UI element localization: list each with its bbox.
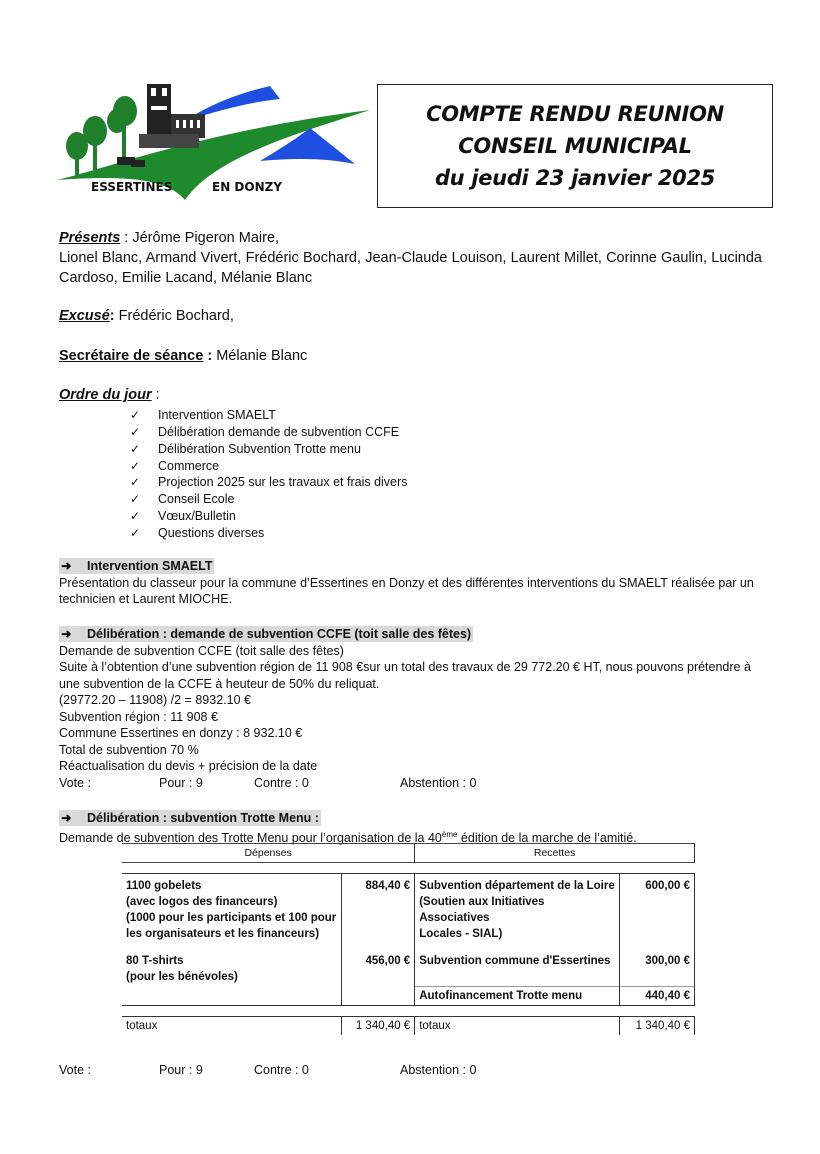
check-icon: ✓ <box>130 508 141 523</box>
depense-item <box>122 943 342 986</box>
header-recettes: Recettes <box>415 844 695 863</box>
logo-text-en-donzy: EN DONZY <box>212 180 283 194</box>
title-line-3: du jeudi 23 janvier 2025 <box>434 166 716 190</box>
header-depenses: Dépenses <box>122 844 415 863</box>
vote-pour: Pour : 9 <box>159 1063 203 1077</box>
church-icon <box>139 84 205 148</box>
depense-line: (1000 pour les participants et 100 pour <box>126 912 337 924</box>
section-heading-text: Délibération : subvention Trotte Menu : <box>87 811 319 825</box>
secretaire-label: Secrétaire de séance <box>59 348 204 364</box>
section-line: Suite à l’obtention d’une subvention région de 11 908 €sur un total des travaux de 29 772.20 € HT, nous pouvons prétendre à une subvention de la CCFE à heuteur de 50% du reliquat. <box>59 660 751 691</box>
table-header-row <box>122 844 695 863</box>
arrow-right-icon: ➜ <box>61 559 72 573</box>
section-heading-text: Délibération : demande de subvention CCFE (toit salle des fêtes) <box>87 627 472 641</box>
section-line: Subvention région : 11 908 € <box>59 709 218 724</box>
depense-amount: 456,00 € <box>342 943 415 986</box>
ordre-separator: : <box>151 387 160 403</box>
budget-table <box>122 843 695 1035</box>
totals-amount-depenses: 1 340,40 € <box>342 1016 415 1035</box>
section-heading-text: Intervention SMAELT <box>87 559 213 573</box>
ordre-du-jour-heading <box>59 385 160 405</box>
vote-row-trotte-menu <box>59 1062 476 1079</box>
depense-amount-empty <box>342 986 415 1005</box>
document-title-box <box>377 84 773 208</box>
section-line: (29772.20 – 11908) /2 = 8932.10 € <box>59 693 251 707</box>
section-body: Présentation du classeur pour la commune d’Essertines en Donzy et des différentes interventions du SMAELT réalisée par un technicien et Laurent MIOCHE. <box>59 575 754 606</box>
arrow-right-icon: ➜ <box>61 811 72 825</box>
recette-amount: 600,00 € <box>620 874 695 944</box>
presents-mayor: Jérôme Pigeron Maire, <box>132 230 280 246</box>
presents-block <box>59 228 762 288</box>
depense-line: (avec logos des financeurs) <box>126 896 278 908</box>
presents-label: Présents <box>59 230 121 246</box>
check-icon: ✓ <box>130 525 141 540</box>
recette-line: Subvention département de la Loire <box>419 880 615 892</box>
agenda-item <box>130 508 490 525</box>
depense-line: les organisateurs et les financeurs) <box>126 928 320 940</box>
vote-contre: Contre : 0 <box>254 775 309 790</box>
recette-item <box>415 943 620 986</box>
agenda-item-label: Commerce <box>158 458 220 473</box>
depense-line: (pour les bénévoles) <box>126 971 238 983</box>
secretaire-value: Mélanie Blanc <box>216 348 308 364</box>
totals-amount-recettes: 1 340,40 € <box>620 1016 695 1035</box>
agenda-item <box>130 525 490 542</box>
agenda-item-label: Projection 2025 sur les travaux et frais divers <box>158 475 408 490</box>
presents-separator: : <box>120 230 133 246</box>
agenda-item-label: Délibération demande de subvention CCFE <box>158 424 400 439</box>
agenda-item-label: Intervention SMAELT <box>158 408 276 423</box>
totals-label-recettes: totaux <box>415 1016 620 1035</box>
check-icon: ✓ <box>130 408 141 423</box>
vote-abstention: Abstention : 0 <box>400 775 477 790</box>
depense-item <box>122 874 342 944</box>
recette-item <box>415 874 620 944</box>
section-intervention-smaelt <box>59 558 764 608</box>
agenda-item <box>130 407 490 424</box>
section-line: Demande de subvention CCFE (toit salle des fêtes) <box>59 643 344 658</box>
section-heading <box>59 558 214 574</box>
vote-row <box>59 775 764 792</box>
recette-line: Autofinancement Trotte menu <box>419 989 583 1002</box>
check-icon: ✓ <box>130 424 141 439</box>
logo-text-essertines: ESSERTINES <box>91 180 173 194</box>
excuse-block <box>59 306 234 326</box>
depense-line: 80 T-shirts <box>126 955 184 967</box>
depense-amount: 884,40 € <box>342 874 415 944</box>
arrow-right-icon: ➜ <box>61 627 72 641</box>
vote-pour: Pour : 9 <box>159 775 203 790</box>
totals-row <box>122 1016 695 1035</box>
agenda-item <box>130 491 490 508</box>
section-deliberation-ccfe <box>59 626 764 791</box>
excuse-value: Frédéric Bochard, <box>118 308 234 324</box>
vote-label: Vote : <box>59 775 91 790</box>
section-heading <box>59 810 321 826</box>
agenda-item-label: Conseil Ecole <box>158 492 235 507</box>
presents-members: Lionel Blanc, Armand Vivert, Frédéric Bochard, Jean-Claude Louison, Laurent Millet, Corinne Gaulin, Lucinda Cardoso, Emilie Lacand, Mélanie Blanc <box>59 250 762 286</box>
agenda-item-label: Vœux/Bulletin <box>158 508 236 523</box>
agenda-item <box>130 474 490 491</box>
excuse-label: Excusé <box>59 308 110 324</box>
excuse-separator: : <box>109 308 119 324</box>
secretaire-block <box>59 346 307 366</box>
agenda-item <box>130 424 490 441</box>
vote-abstention: Abstention : 0 <box>400 1063 477 1077</box>
recette-item <box>415 986 620 1005</box>
recette-line: Locales - SIAL) <box>419 928 503 940</box>
intro-text: Demande de subvention des Trotte Menu pour l’organisation de la 40 <box>59 830 442 845</box>
ordre-label: Ordre du jour <box>59 387 152 403</box>
totals-label-depenses: totaux <box>122 1016 342 1035</box>
secretaire-separator: : <box>203 348 217 364</box>
depense-item-empty <box>122 986 342 1005</box>
municipality-logo <box>55 76 375 200</box>
check-icon: ✓ <box>130 458 141 473</box>
title-line-1: COMPTE RENDU REUNION <box>426 102 724 126</box>
section-line: Commune Essertines en donzy : 8 932.10 € <box>59 726 303 740</box>
recette-line: Subvention commune d'Essertines <box>419 955 611 967</box>
recette-amount: 300,00 € <box>620 943 695 986</box>
check-icon: ✓ <box>130 475 141 490</box>
table-row <box>122 986 695 1005</box>
agenda-list <box>130 407 490 541</box>
section-heading <box>59 626 473 642</box>
recette-line: (Soutien aux Initiatives Associatives <box>419 896 545 924</box>
title-line-2: CONSEIL MUNICIPAL <box>458 134 692 158</box>
check-icon: ✓ <box>130 492 141 507</box>
agenda-item-label: Délibération Subvention Trotte menu <box>158 441 361 456</box>
intro-text-end: édition de la marche de l’amitié. <box>457 830 637 845</box>
agenda-item <box>130 441 490 458</box>
section-deliberation-trotte-menu <box>59 810 764 846</box>
check-icon: ✓ <box>130 441 141 456</box>
intro-superscript: ème <box>441 829 458 839</box>
vote-contre: Contre : 0 <box>254 1063 309 1077</box>
table-row <box>122 874 695 944</box>
section-line: Réactualisation du devis + précision de la date <box>59 759 318 773</box>
vote-label: Vote : <box>59 1063 91 1077</box>
depense-line: 1100 gobelets <box>126 880 202 892</box>
agenda-item-label: Questions diverses <box>158 525 265 540</box>
table-row <box>122 943 695 986</box>
agenda-item <box>130 457 490 474</box>
section-line: Total de subvention 70 % <box>59 742 199 757</box>
recette-amount: 440,40 € <box>620 986 695 1005</box>
